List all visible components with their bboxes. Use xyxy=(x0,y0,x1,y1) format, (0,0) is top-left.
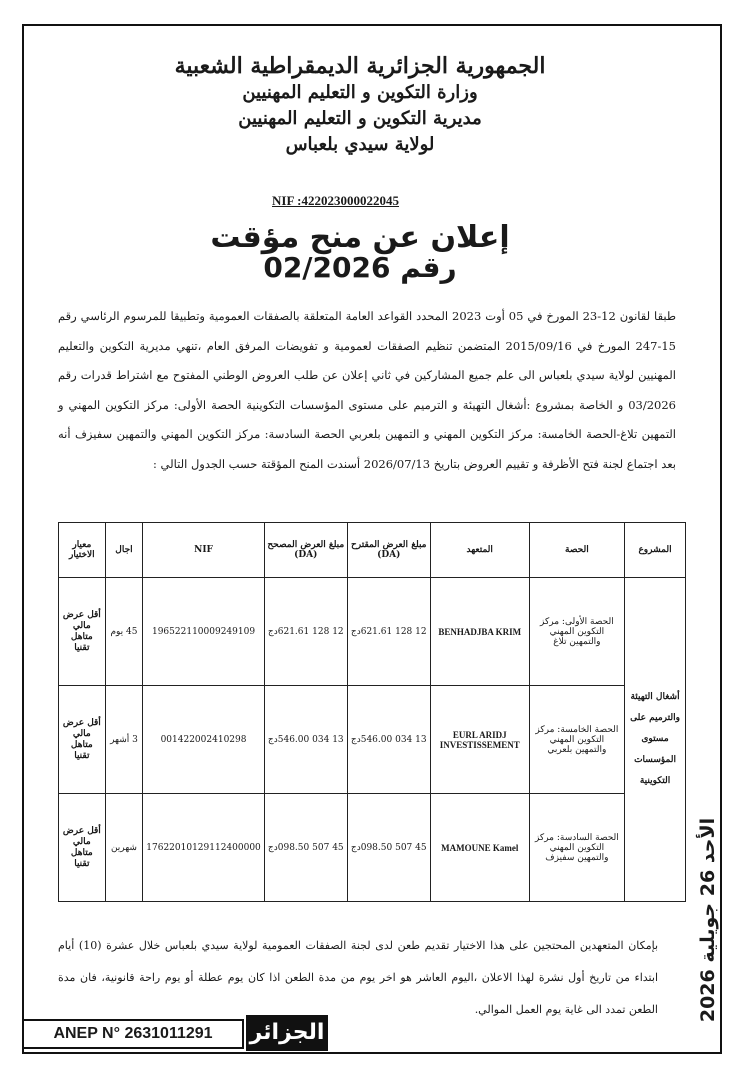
delay-cell: 3 أشهر xyxy=(105,686,143,794)
lot-cell: الحصة الأولى: مركز التكوين المهني والتمهين تلاغ xyxy=(529,578,624,686)
anep-number: ANEP N° 2631011291 xyxy=(22,1019,244,1049)
offer-cell: 13 034 546.00دج xyxy=(347,686,430,794)
lot-cell: الحصة الخامسة: مركز التكوين المهني والتمهين بلعربي xyxy=(529,686,624,794)
col-offer: مبلغ العرض المقترح (DA) xyxy=(347,523,430,578)
project-cell: أشغال التهيئة والترميم على مستوى المؤسسات التكوينية xyxy=(625,578,686,902)
intro-paragraph: طبقا لقانون 12-23 المورخ في 05 أوت 2023 المحدد القواعد العامة المتعلقة بالصفقات العمومية وتطبيقا للمرسوم الرئاسي رقم 15-247 المورخ في 2015/09/16 المتضمن تنظيم الصفقات لعمومية و تفويضات المرفق العام ،تنهي مديرية التكوين والتعليم المهنيين لولاية سيدي بلعباس الى علم جميع المشاركين في ثاني إعلان عن طلب العروض الوطني المفتوح مع اشتراط قدرات رقم 03/2026 و الخاصة بمشروع :أشغال التهيئة و الترميم على مستوى المؤسسات التكوينية الحصة الأولى: مركز التكوين المهني و التمهين تلاغ-الحصة الخامسة: مركز التكوين المهني و التمهين بلعربي الحصة السادسة: مركز التكوين المهني والتمهين سفيزف أنه بعد اجتماع لجنة فتح الأظرفة و تقييم العروض بتاريخ 2026/07/13 أسندت المنح المؤقتة حسب الجدول التالي : xyxy=(58,309,677,471)
bidder-cell: BENHADJBA KRIM xyxy=(430,578,529,686)
col-bidder: المتعهد xyxy=(430,523,529,578)
delay-cell: شهرين xyxy=(105,794,143,902)
bidder-cell: MAMOUNE Kamel xyxy=(430,794,529,902)
col-corrected: مبلغ العرض المصحح (DA) xyxy=(264,523,347,578)
corrected-cell: 45 507 098.50دج xyxy=(264,794,347,902)
criterion-cell: أقل عرض مالي متاهل تقنيا xyxy=(59,794,106,902)
notice-title: إعلان عن منح مؤقت xyxy=(210,220,510,255)
header-directorate: مديرية التكوين و التعليم المهنيين xyxy=(238,108,482,129)
bidder-cell: EURL ARIDJ INVESTISSEMENT xyxy=(430,686,529,794)
header-republic: الجمهورية الجزائرية الديمقراطية الشعبية xyxy=(174,53,546,79)
nif-number: NIF :422023000022045 xyxy=(272,193,399,208)
lot-cell: الحصة السادسة: مركز التكوين المهني والتمهين سفيزف xyxy=(529,794,624,902)
newspaper-logo: الجزائر xyxy=(246,1015,328,1051)
col-nif: NIF xyxy=(143,523,265,578)
col-delay: اجال xyxy=(105,523,143,578)
offer-cell: 12 128 621.61دج xyxy=(347,578,430,686)
table-row xyxy=(59,794,686,902)
nif-cell: 196522110009249109 xyxy=(143,578,265,686)
col-lot: الحصة xyxy=(529,523,624,578)
offer-cell: 45 507 098.50دج xyxy=(347,794,430,902)
table-row xyxy=(59,686,686,794)
criterion-cell: أقل عرض مالي متاهل تقنيا xyxy=(59,686,106,794)
header-ministry: وزارة التكوين و التعليم المهنيين xyxy=(242,82,478,103)
table-row xyxy=(59,578,686,686)
header-province: لولاية سيدي بلعباس xyxy=(285,134,435,155)
nif-cell: 17622010129112400000 xyxy=(143,794,265,902)
criterion-cell: أقل عرض مالي متاهل تقنيا xyxy=(59,578,106,686)
col-project: المشروع xyxy=(625,523,686,578)
table-header-row xyxy=(59,523,686,578)
appeal-paragraph: بإمكان المتعهدين المحتجين على هذا الاختيار تقديم طعن لدى لجنة الصفقات العمومية لولاية سيدي بلعباس خلال عشرة (10) أيام ابتداء من تاريخ أول نشرة لهذا الاعلان ،اليوم العاشر هو اخر يوم من مدة الطعن اذا كان يوم عطلة أو يوم راحة قانونية، فان مدة الطعن تمدد الى غاية يوم العمل الموالي. xyxy=(58,939,659,1016)
document-header xyxy=(150,52,570,158)
notice-number: رقم 02/2026 xyxy=(263,251,457,284)
publication-date xyxy=(688,817,728,1023)
col-criterion: معيار الاختيار xyxy=(59,523,106,578)
award-table xyxy=(58,522,686,902)
delay-cell: 45 يوم xyxy=(105,578,143,686)
nif-cell: 001422002410298 xyxy=(143,686,265,794)
corrected-cell: 13 034 546.00دج xyxy=(264,686,347,794)
corrected-cell: 12 128 621.61دج xyxy=(264,578,347,686)
publication-date-text: الأحد 26 جويلية 2026 xyxy=(697,817,719,1023)
